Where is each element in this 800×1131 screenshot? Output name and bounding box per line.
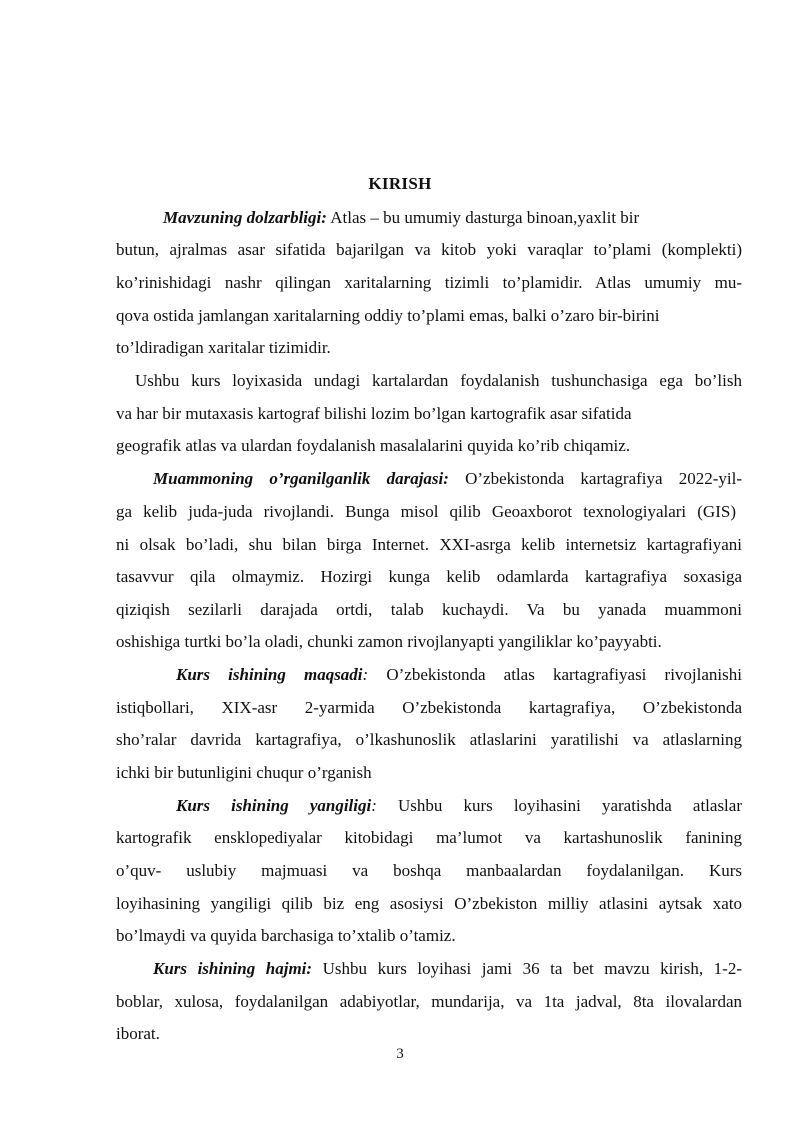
paragraph-2-line-2: va har bir mutaxasis kartograf bilishi lozim bo’lgan kartografik asar sifatida: [116, 404, 632, 423]
page-title: KIRISH: [368, 174, 432, 193]
paragraph-3-line-4: tasavvur qila olmaymiz. Hozirgi kunga kelib odamlarda kartagrafiya soxasiga: [116, 567, 742, 586]
paragraph-6-line-2: boblar, xulosa, foydalanilgan adabiyotlar, mundarija, va 1ta jadval, 8ta ilovalardan: [116, 992, 742, 1011]
paragraph-5-line-1: Kurs ishining yangiligi: Ushbu kurs loyihasini yaratishda atlaslar: [176, 796, 742, 815]
paragraph-4-line-1: Kurs ishining maqsadi: O’zbekistonda atlas kartagrafiyasi rivojlanishi: [176, 665, 742, 684]
paragraph-5-lead: Kurs ishining yangiligi: [176, 796, 372, 815]
paragraph-2-line-3: geografik atlas va ulardan foydalanish masalalarini quyida ko’rib chiqamiz.: [116, 436, 631, 455]
paragraph-5-line-3: o’quv- uslubiy majmuasi va boshqa manbaalardan foydalanilgan. Kurs: [116, 861, 742, 880]
paragraph-1-line-3: ko’rinishidagi nashr qilingan xaritalarning tizimli to’plamidir. Atlas umumiy mu-: [116, 273, 742, 292]
paragraph-1-line-2: butun, ajralmas asar sifatida bajarilgan va kitob yoki varaqlar to’plami (komplekti): [116, 240, 742, 259]
paragraph-4-line-4: ichki bir butunligini chuqur o’rganish: [116, 763, 372, 782]
paragraph-5-line-5: bo’lmaydi va quyida barchasiga to’xtalib o’tamiz.: [116, 926, 456, 945]
paragraph-1-line-5: to’ldiradigan xaritalar tizimidir.: [116, 338, 331, 357]
paragraph-5-line-2: kartografik ensklopediyalar kitobidagi ma’lumot va kartashunoslik fanining: [116, 828, 742, 847]
paragraph-3-line-5: qiziqish sezilarli darajada ortdi, talab kuchaydi. Va bu yanada muammoni: [116, 600, 742, 619]
page-number: 3: [396, 1046, 404, 1062]
paragraph-3-lead: Muammoning o’rganilganlik darajasi:: [153, 469, 449, 488]
paragraph-5-line-4: loyihasining yangiligi qilib biz eng asosiysi O’zbekiston milliy atlasini aytsak xato: [116, 894, 742, 913]
paragraph-6-line-3: iborat.: [116, 1024, 160, 1043]
paragraph-3-line-3: ni olsak bo’ladi, shu bilan birga Internet. XXI-asrga kelib internetsiz kartagrafiyani: [116, 535, 742, 554]
paragraph-2-line-1: Ushbu kurs loyixasida undagi kartalardan foydalanish tushunchasiga ega bo’lish: [135, 371, 742, 390]
paragraph-6-lead: Kurs ishining hajmi:: [153, 959, 313, 978]
paragraph-4-lead: Kurs ishining maqsadi: [176, 665, 363, 684]
paragraph-1-line-4: qova ostida jamlangan xaritalarning oddiy to’plami emas, balki o’zaro bir-birini: [116, 306, 660, 325]
paragraph-3-line-1: Muammoning o’rganilganlik darajasi: O’zbekistonda kartagrafiya 2022-yil-: [153, 469, 742, 488]
paragraph-3-line-6: oshishiga turtki bo’la oladi, chunki zamon rivojlanyapti yangiliklar ko’payyabti.: [116, 632, 662, 651]
paragraph-1-line-1: Mavzuning dolzarbligi: Atlas – bu umumiy dasturga binoan,yaxlit bir: [163, 208, 640, 227]
paragraph-4-line-2: istiqbollari, XIX-asr 2-yarmida O’zbekistonda kartagrafiya, O’zbekistonda: [116, 698, 742, 717]
paragraph-3-line-2: ga kelib juda-juda rivojlandi. Bunga misol qilib Geoaxborot texnologiyalari (GIS): [116, 502, 736, 521]
paragraph-4-line-3: sho’ralar davrida kartagrafiya, o’lkashunoslik atlaslarini yaratilishi va atlaslarning: [116, 730, 742, 749]
paragraph-6-line-1: Kurs ishining hajmi: Ushbu kurs loyihasi jami 36 ta bet mavzu kirish, 1-2-: [153, 959, 742, 978]
paragraph-1-lead: Mavzuning dolzarbligi:: [163, 208, 327, 227]
